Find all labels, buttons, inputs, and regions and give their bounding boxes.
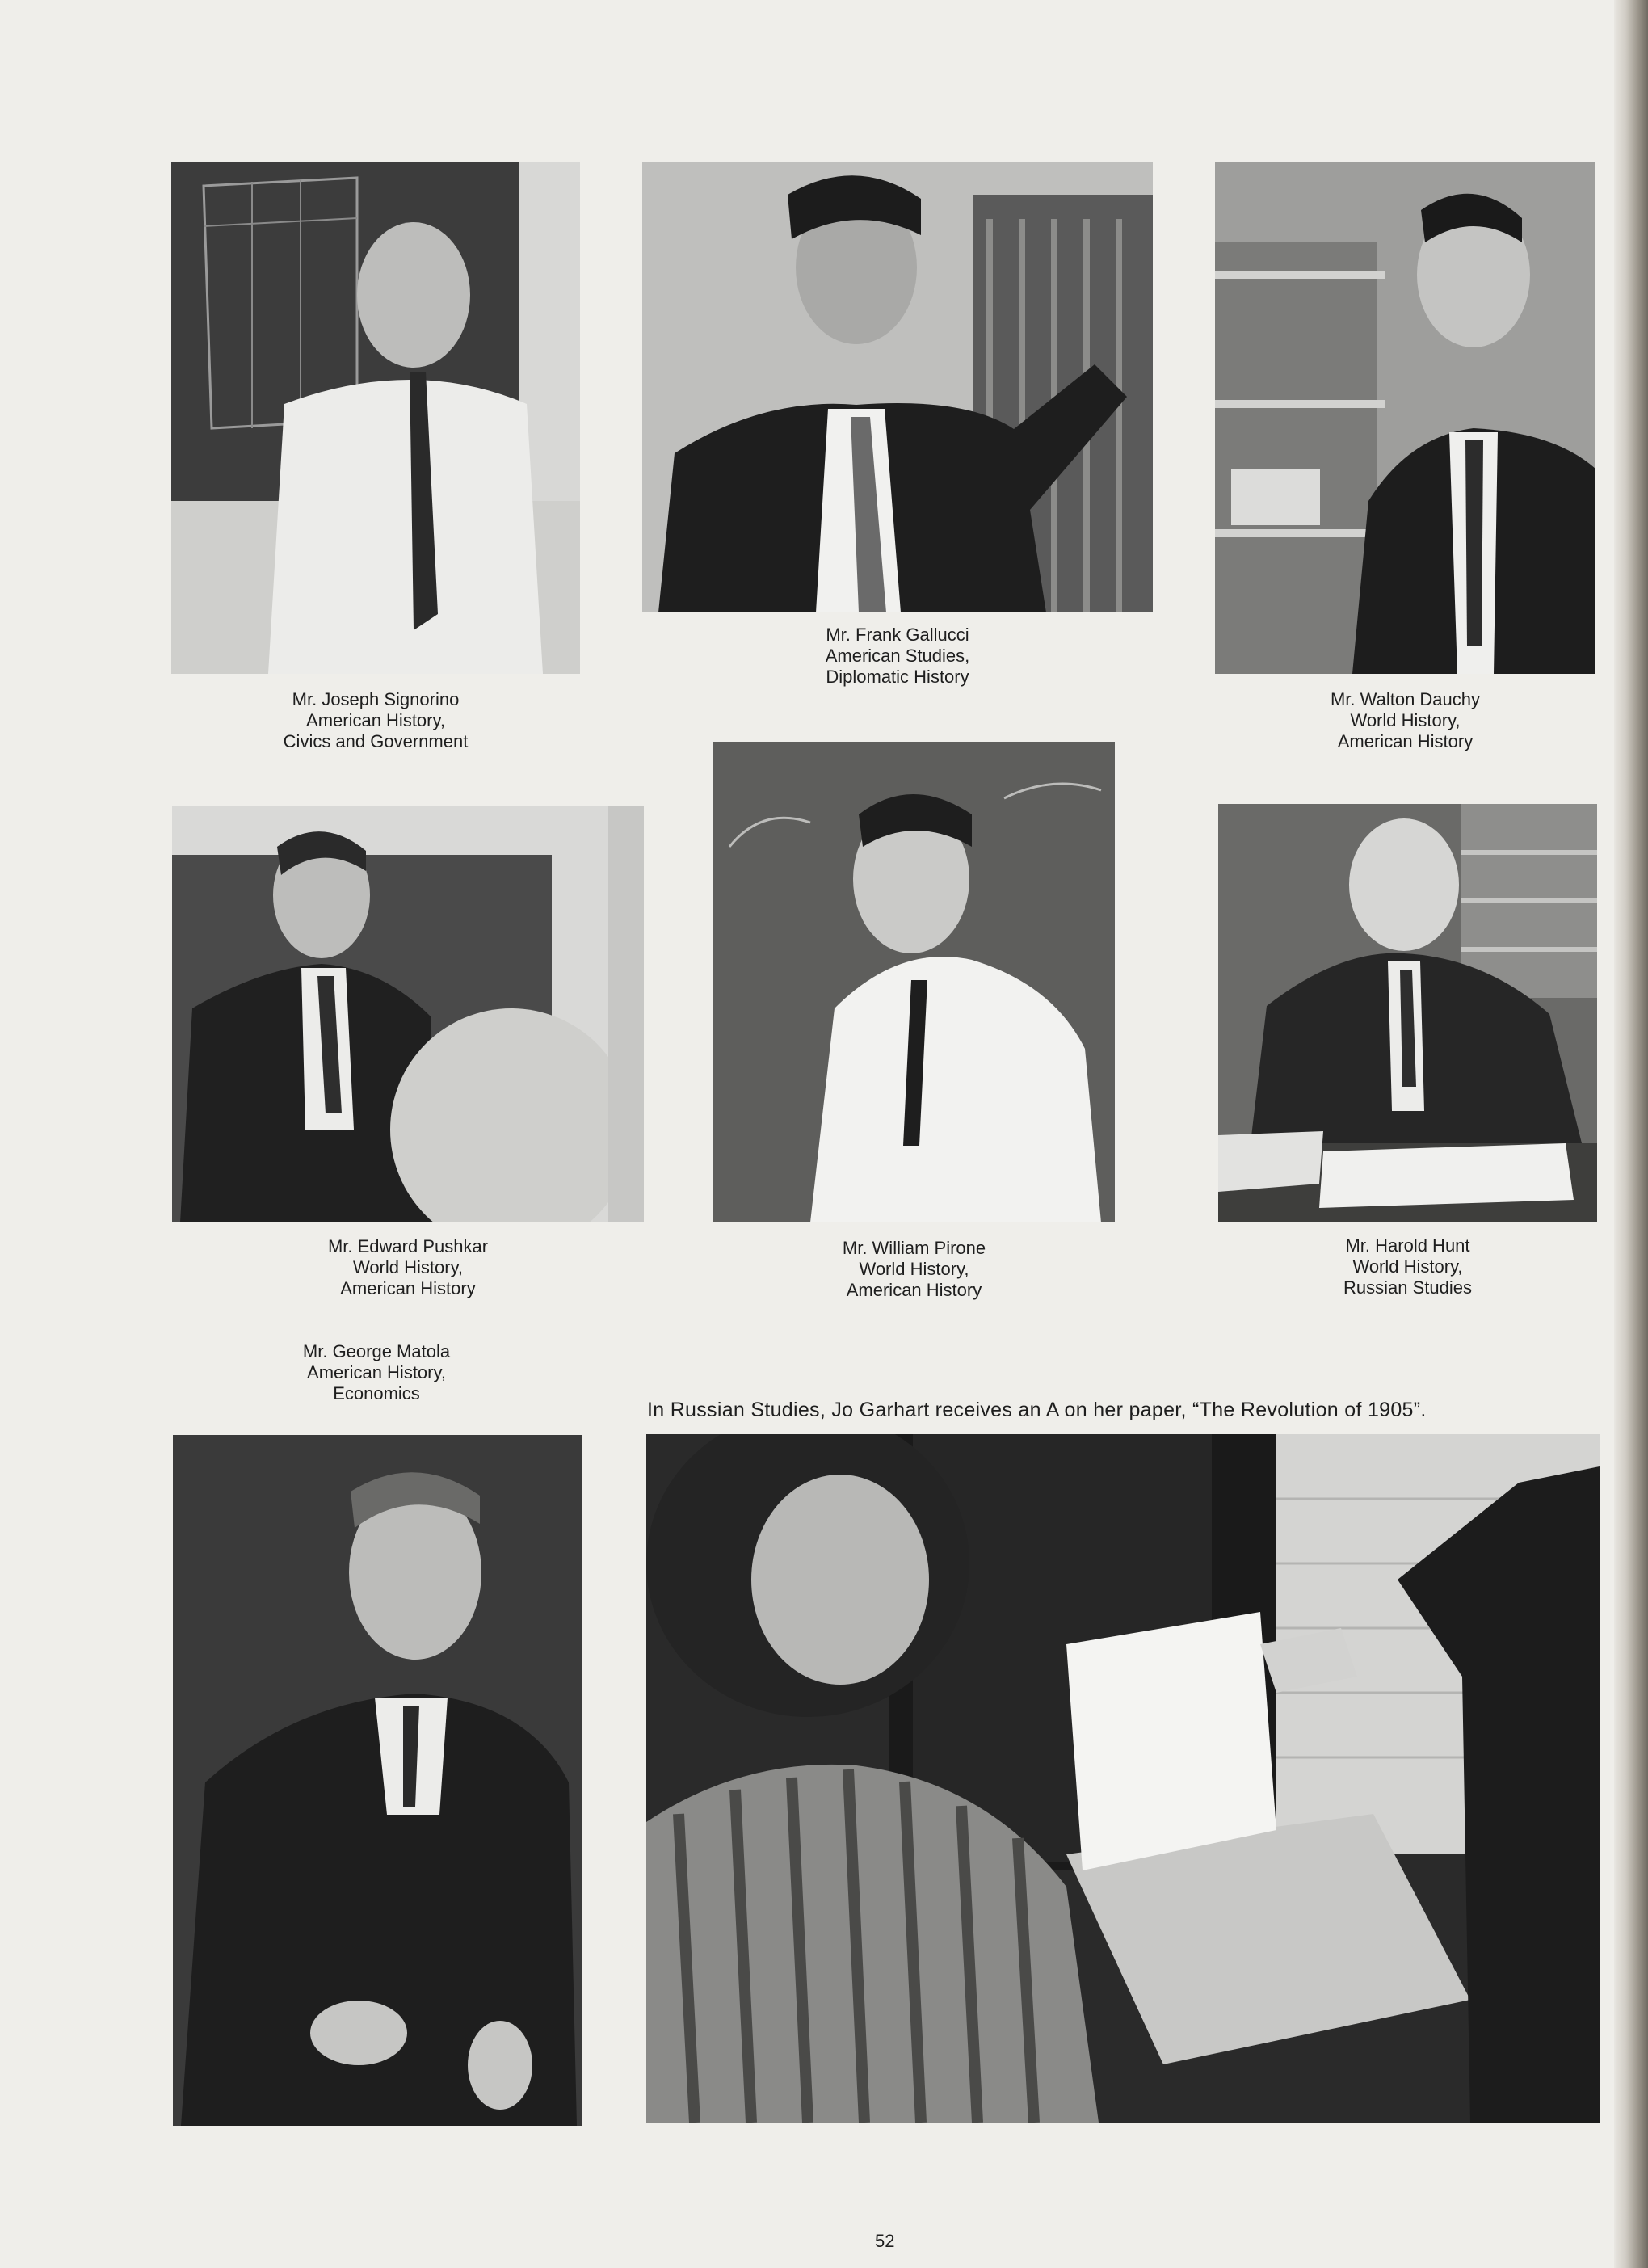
caption-signorino bbox=[171, 689, 580, 752]
caption-hunt bbox=[1218, 1235, 1597, 1298]
caption-pirone bbox=[713, 1238, 1115, 1301]
teacher-name: Mr. George Matola bbox=[302, 1341, 451, 1361]
teacher-name: Mr. Edward Pushkar bbox=[327, 1236, 489, 1256]
page-number: 52 bbox=[875, 2231, 895, 2251]
teacher-subject: American History, bbox=[306, 710, 445, 730]
portrait-photo-pirone bbox=[713, 742, 1115, 1222]
teacher-name: Mr. William Pirone bbox=[842, 1238, 986, 1258]
portrait-photo-dauchy bbox=[1215, 162, 1595, 674]
teacher-name: Mr. Harold Hunt bbox=[1345, 1235, 1470, 1256]
caption-pushkar bbox=[172, 1236, 644, 1299]
page-edge-shadow bbox=[1614, 0, 1648, 2268]
teacher-subject: American History, bbox=[307, 1362, 446, 1382]
teacher-name: Mr. Walton Dauchy bbox=[1330, 689, 1481, 709]
caption-gallucci bbox=[642, 625, 1153, 688]
teacher-subject: World History, bbox=[1352, 1256, 1463, 1277]
teacher-subject: World History, bbox=[352, 1257, 464, 1277]
teacher-subject: American History bbox=[846, 1280, 982, 1300]
teacher-subject: World History, bbox=[1350, 710, 1461, 730]
feature-photo bbox=[646, 1434, 1600, 2123]
caption-matola bbox=[172, 1341, 581, 1404]
teacher-name: Mr. Joseph Signorino bbox=[292, 689, 460, 709]
feature-caption: In Russian Studies, Jo Garhart receives an A on her paper, “The Revolution of 1905”. bbox=[647, 1399, 1427, 1421]
portrait-photo-pushkar bbox=[172, 806, 644, 1222]
teacher-name: Mr. Frank Gallucci bbox=[826, 625, 969, 645]
teacher-subject: American History bbox=[340, 1278, 476, 1298]
teacher-subject: Russian Studies bbox=[1343, 1277, 1472, 1298]
teacher-subject: Civics and Government bbox=[283, 731, 469, 751]
portrait-photo-hunt bbox=[1218, 804, 1597, 1222]
portrait-photo-signorino bbox=[171, 162, 580, 674]
portrait-photo-matola bbox=[173, 1435, 582, 2126]
teacher-subject: American Studies, bbox=[825, 646, 970, 666]
teacher-subject: Economics bbox=[333, 1383, 420, 1403]
portrait-photo-gallucci bbox=[642, 162, 1153, 612]
teacher-subject: World History, bbox=[859, 1259, 969, 1279]
teacher-subject: Diplomatic History bbox=[826, 667, 969, 687]
caption-dauchy bbox=[1215, 689, 1595, 752]
teacher-subject: American History bbox=[1337, 731, 1474, 751]
